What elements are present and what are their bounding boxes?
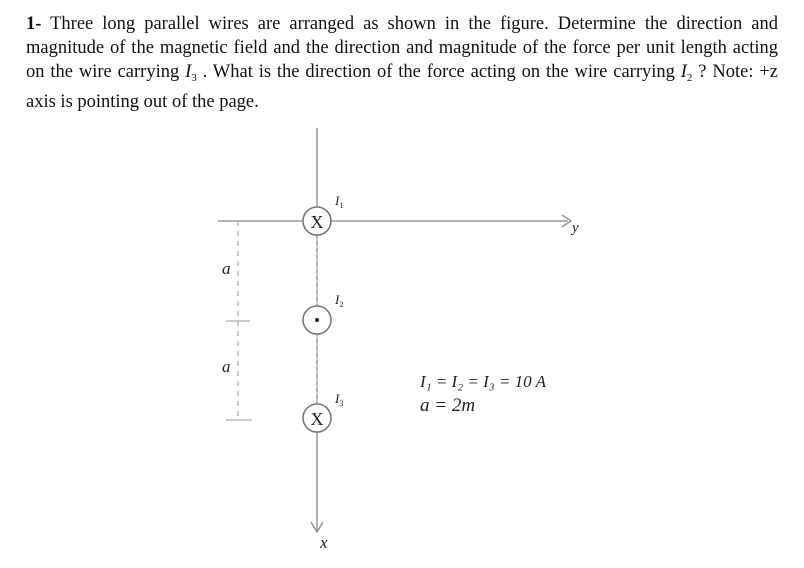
- spacing-label-top: a: [222, 259, 231, 278]
- current-symbol-i2: I: [680, 62, 687, 82]
- y-axis-label: y: [572, 220, 579, 236]
- problem-text-part2: . What is the direction of the force acting on the wire carrying: [196, 62, 681, 82]
- wire-2: [303, 306, 331, 334]
- given-currents: I₁ = I₂ = I₃ = 10 A: [420, 372, 546, 391]
- wire-1-label: $I_1$: [335, 193, 344, 210]
- wire-1: [303, 207, 331, 235]
- x-axis-label: x: [320, 533, 328, 552]
- wire-3-into-page-icon: X: [310, 409, 324, 429]
- current-symbol-i3: I: [185, 62, 192, 82]
- problem-text-part1: Three long parallel wires are arranged as shown in the figure. Determine the direction and magnitude of the magnetic field and the direction and magnitude of the force per unit length acting on the wire carrying: [26, 14, 778, 82]
- current-subscript-3: 3: [191, 72, 197, 84]
- wire-2-out-of-page-icon: [315, 318, 319, 322]
- problem-number: 1-: [26, 14, 42, 34]
- current-subscript-2: 2: [686, 72, 693, 84]
- given-spacing: a = 2m: [420, 395, 476, 416]
- wire-2-label: $I_2$: [335, 292, 344, 309]
- wire-3: [303, 404, 331, 432]
- wire-3-label: $I_3$: [335, 391, 344, 408]
- wire-1-into-page-icon: X: [310, 212, 324, 232]
- spacing-label-bottom: a: [222, 357, 231, 376]
- problem-text-part3: ? Note: +z axis is pointing out of the page.: [26, 62, 778, 112]
